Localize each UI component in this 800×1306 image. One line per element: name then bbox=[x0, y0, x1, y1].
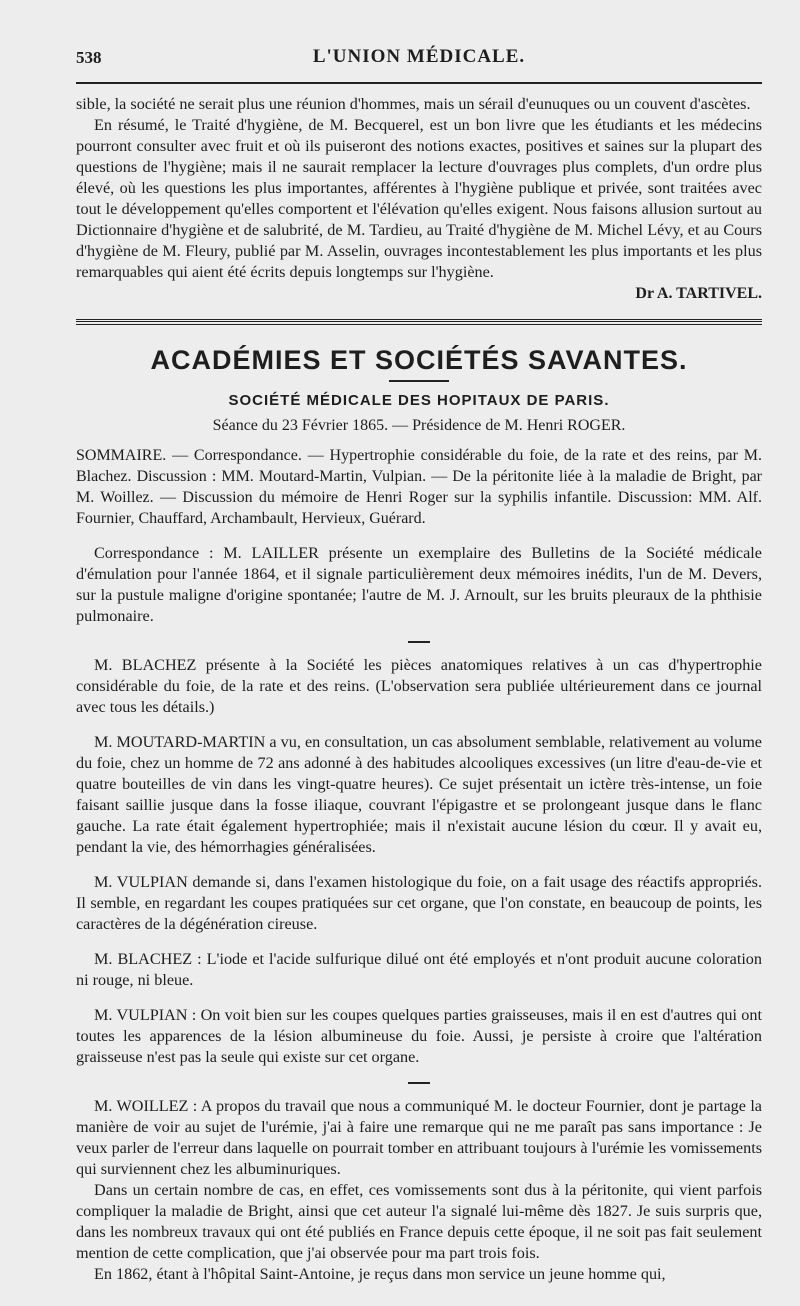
section-title-rule bbox=[389, 380, 449, 382]
woillez-paragraph: M. WOILLEZ : A propos du travail que nous a communiqué M. le docteur Fournier, dont je partage la manière de voir au sujet de l'urémie, j'ai à faire une remarque qui ne me paraît pas sans importance : Je veux parler de l'erreur dans laquelle on pourrait tomber en attribuant toujours à l'urémie les vomissements qui surviennent chez les albuminuriques. bbox=[76, 1097, 762, 1178]
spacer bbox=[76, 858, 762, 872]
discussion-paragraph: M. VULPIAN : On voit bien sur les coupes quelques parties graisseuses, mais il en est d'autres qui ont toutes les apparences de la lésion albumineuse du foie. Aussi, je persiste à croire que l'altération graisseuse n'est pas la seule qui existe sur cet organe. bbox=[76, 1006, 762, 1066]
section-double-rule bbox=[76, 319, 762, 325]
review-paragraph-1: sible, la société ne serait plus une réunion d'hommes, mais un sérail d'eunuques ou un couvent d'ascètes. bbox=[76, 95, 751, 113]
author-signature: Dr A. TARTIVEL. bbox=[635, 285, 762, 302]
section-dash bbox=[408, 641, 430, 643]
section-dash bbox=[408, 1082, 430, 1084]
summary-block bbox=[76, 445, 762, 529]
running-title: L'UNION MÉDICALE. bbox=[312, 46, 526, 67]
section-title: ACADÉMIES ET SOCIÉTÉS SAVANTES. bbox=[150, 345, 688, 375]
page-number: 538 bbox=[76, 48, 102, 67]
review-paragraph-2: En résumé, le Traité d'hygiène, de M. Becquerel, est un bon livre que les étudiants et les médecins pourront consulter avec fruit et où ils puiseront des notions exactes, positives et saines sur la plupart des questions de l'hygiène; mais il ne saurait remplacer la lecture d'ouvrages plus complets, d'un ordre plus élevé, où les questions les plus importantes, afférentes à l'hygiène publique et privée, sont traitées avec tout le développement qu'elles comportent et l'élévation qu'elles exigent. Nous faisons allusion surtout au Dictionnaire d'hygiène et de salubrité, de M. Tardieu, au Traité d'hygiène de M. Michel Lévy, et au Cours d'hygiène de M. Fleury, publié par M. Asselin, ouvrages incontestablement les plus importants et les plus remarquables qui aient été écrits depuis longtemps sur l'hygiène. bbox=[76, 116, 762, 281]
discussion-paragraph: M. BLACHEZ : L'iode et l'acide sulfurique dilué ont été employés et n'ont produit aucune coloration ni rouge, ni bleue. bbox=[76, 950, 762, 989]
spacer bbox=[76, 529, 762, 543]
woillez-paragraph: En 1862, étant à l'hôpital Saint-Antoine, je reçus dans mon service un jeune homme qui, bbox=[94, 1265, 666, 1283]
discussion-paragraph: M. VULPIAN demande si, dans l'examen histologique du foie, on a fait usage des réactifs appropriés. Il semble, en regardant les coupes pratiquées sur cet organe, que l'on constate, en beaucoup de points, les caractères de la dégénération cireuse. bbox=[76, 873, 762, 933]
discussion-paragraph: M. BLACHEZ présente à la Société les pièces anatomiques relatives à un cas d'hypertrophie considérable du foie, de la rate et des reins. (L'observation sera publiée ultérieurement dans ce journal avec tous les détails.) bbox=[76, 656, 762, 716]
header-rule bbox=[76, 82, 762, 84]
woillez-paragraph: Dans un certain nombre de cas, en effet, ces vomissements sont dus à la péritonite, qui vient parfois compliquer la maladie de Bright, ainsi que cet auteur l'a signalé lui-même dès 1827. Je suis surpris que, dans les nombreux travaux qui ont été publiés en France depuis cette époque, il ne soit pas fait seulement mention de cette complication, que j'ai observée pour ma part trois fois. bbox=[76, 1181, 762, 1262]
correspondance-paragraph: Correspondance : M. LAILLER présente un exemplaire des Bulletins de la Société médicale d'émulation pour l'année 1864, et il signale particulièrement deux mémoires inédits, l'un de M. Devers, sur la pustule maligne d'origine spontanée; l'autre de M. J. Arnoult, sur les bruits pleuraux de la phthisie pulmonaire. bbox=[76, 544, 762, 625]
spacer bbox=[76, 718, 762, 732]
seance-line: Séance du 23 Février 1865. — Présidence de M. Henri ROGER. bbox=[212, 417, 626, 434]
society-heading: SOCIÉTÉ MÉDICALE DES HOPITAUX DE PARIS. bbox=[228, 392, 610, 409]
summary-text: SOMMAIRE. — Correspondance. — Hypertrophie considérable du foie, de la rate et des reins, par M. Blachez. Discussion : MM. Moutard-Martin, Vulpian. — De la péritonite liée à la maladie de Bright, par M. Woillez. — Discussion du mémoire de Henri Roger sur la syphilis infantile. Discussion: MM. Alf. Fournier, Chauffard, Archambault, Hervieux, Guérard. bbox=[76, 447, 762, 527]
spacer bbox=[76, 991, 762, 1005]
page-header bbox=[76, 40, 762, 76]
discussion-paragraph: M. MOUTARD-MARTIN a vu, en consultation, un cas absolument semblable, relativement au volume du foie, chez un homme de 72 ans adonné à des habitudes alcooliques excessives (un litre d'eau-de-vie et quatre bouteilles de vin dans les vingt-quatre heures). Ce sujet présentait un ictère très-intense, un foie faisant saillie jusque dans la fosse iliaque, couvrant l'épigastre et se prolongeant jusque dans le flanc gauche. La rate était également hypertrophiée; mais il n'existait aucune lésion du cœur. Il y avait eu, pendant la vie, des hémorrhagies généralisées. bbox=[76, 733, 762, 856]
spacer bbox=[76, 935, 762, 949]
